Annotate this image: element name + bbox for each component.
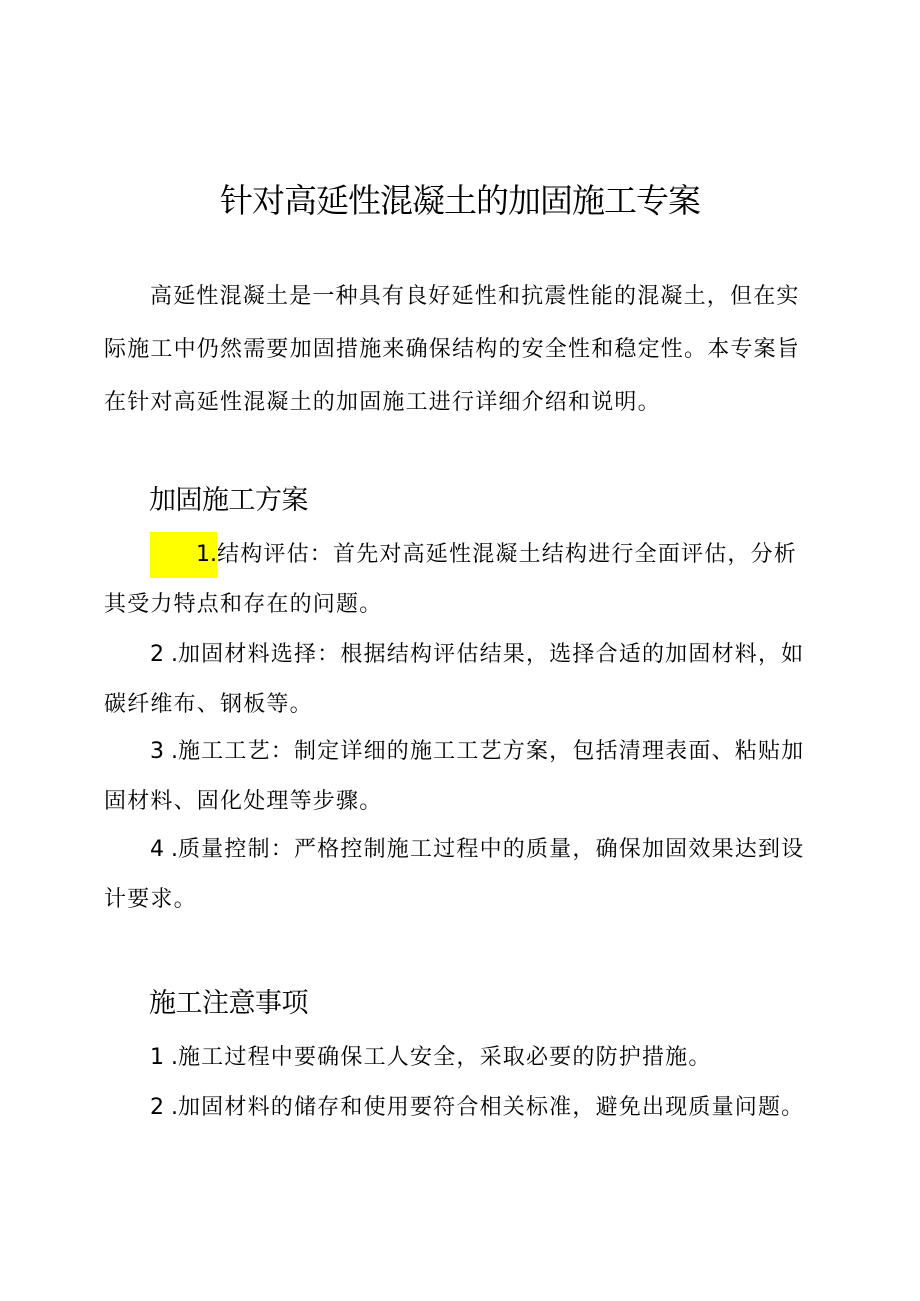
plan-item-1 xyxy=(104,530,820,630)
plan-item-3-text: 施工工艺：制定详细的施工工艺方案，包括清理表面、粘贴加固材料、固化处理等步骤。 xyxy=(104,739,805,814)
precaution-item-1 xyxy=(104,1033,820,1083)
plan-item-1-text: 结构评估：首先对高延性混凝土结构进行全面评估，分析其受力特点和存在的问题。 xyxy=(104,542,798,617)
plan-item-3 xyxy=(104,727,820,827)
plan-item-3-number: 3 . xyxy=(150,739,178,764)
precaution-item-2 xyxy=(104,1083,820,1133)
plan-item-4-number: 4 . xyxy=(150,837,178,862)
plan-item-2-number: 2 . xyxy=(150,642,178,667)
precaution-item-2-text: 加固材料的储存和使用要符合相关标准，避免出现质量问题。 xyxy=(177,1095,805,1120)
plan-item-2 xyxy=(104,630,820,730)
plan-item-2-text: 加固材料选择：根据结构评估结果，选择合适的加固材料，如碳纤维布、钢板等。 xyxy=(104,642,805,717)
precaution-item-1-number: 1 . xyxy=(150,1045,178,1070)
highlighted-item-number: 1. xyxy=(150,532,217,578)
intro-paragraph: 高延性混凝土是一种具有良好延性和抗震性能的混凝土，但在实际施工中仍然需要加固措施来确保结构的安全性和稳定性。本专案旨在针对高延性混凝土的加固施工进行详细介绍和说明。 xyxy=(104,284,801,415)
precaution-item-2-number: 2 . xyxy=(150,1095,178,1120)
section-heading-reinforcement-plan: 加固施工方案 xyxy=(149,485,308,516)
document-title: 针对高延性混凝土的加固施工专案 xyxy=(220,181,700,220)
precaution-item-1-text: 施工过程中要确保工人安全，采取必要的防护措施。 xyxy=(177,1045,712,1070)
section-heading-precautions: 施工注意事项 xyxy=(149,988,308,1019)
plan-item-4-text: 质量控制：严格控制施工过程中的质量，确保加固效果达到设计要求。 xyxy=(104,837,805,912)
plan-item-4 xyxy=(104,825,820,925)
